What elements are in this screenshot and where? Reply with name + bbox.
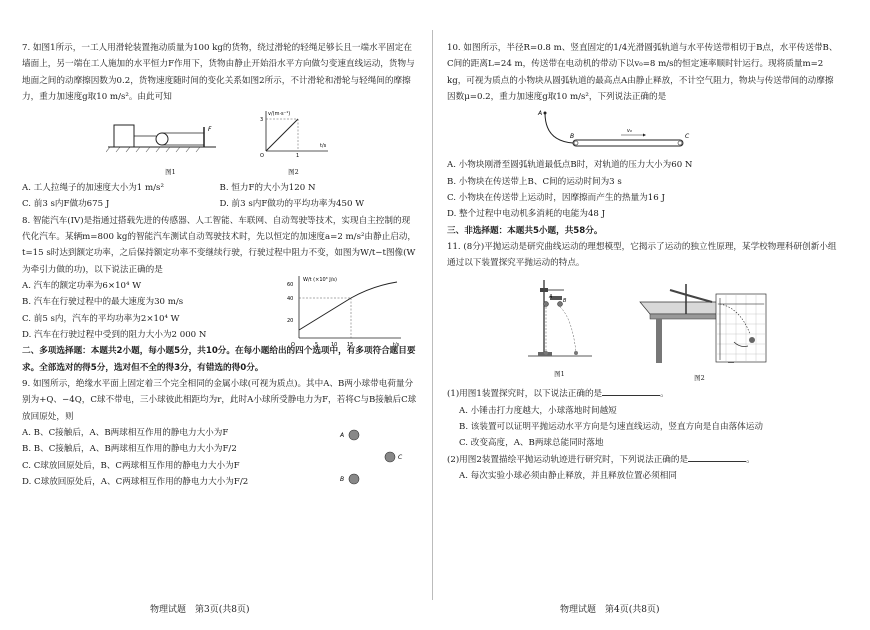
question-7-stem: 7. 如图1所示，一工人用滑轮装置拖动质量为100 kg的货物，绕过滑轮的轻绳足够长且一端水平固定在墙面上，另一端在工人施加的水平恒力F作用下，货物由静止开始沿水平方向做匀变速直线运动，货物与地面之间的动摩擦因数为0.2，货物速度随时间的变化关系如图2所示，不计滑轮和滑轮与轻绳间的摩擦力，重力加速度g取10 m/s²。由此可知 — [22, 43, 415, 102]
q11-fig1-tag-a: A — [548, 293, 552, 300]
q10-point-c-label: C — [685, 133, 690, 141]
q8-graph-origin: O — [291, 341, 295, 348]
q8-graph-ylabel: W/t (×10³ J/s) — [303, 276, 337, 283]
q11-figure-2-label: 图2 — [694, 373, 705, 382]
q8-graph-xtick-5: 5 — [315, 341, 319, 348]
q11-sub1-option-b: B. 该装置可以证明平抛运动水平方向是匀速直线运动，竖直方向是自由落体运动 — [459, 421, 763, 432]
q10-option-d: D. 整个过程中电动机多消耗的电能为48 J — [447, 209, 606, 220]
q7-graph-ylabel: v/(m·s⁻¹) — [267, 111, 290, 118]
q11-sub-2-answer-blank — [688, 461, 746, 462]
q8-graph-ytick-40: 40 — [287, 295, 294, 302]
q11-sub-2-text: (2)用图2装置描绘平抛运动轨迹进行研究时，下列说法正确的是 — [447, 454, 689, 465]
q8-graph-xtick-15: 15 — [347, 341, 354, 348]
section-3-heading: 三、非选择题：本题共5小题，共58分。 — [447, 225, 603, 236]
q10-point-b-label: B — [570, 133, 575, 141]
q7-option-c: C. 前3 s内F做功675 J — [22, 199, 110, 210]
q7-figure-2-label: 图2 — [288, 167, 299, 176]
q7-figure-1-label: 图1 — [165, 167, 176, 176]
q11-sub-1-end: 。 — [660, 389, 669, 400]
q9-option-d: D. C球放回原处后，A、C两球相互作用的静电力大小为F/2 — [22, 476, 249, 487]
q8-option-d: D. 汽车在行驶过程中受到的阻力大小为2 000 N — [22, 329, 207, 340]
q7-options-row-2 — [22, 196, 417, 212]
q10-option-b: B. 小物块在传送带上B、C间的运动时间为3 s — [447, 176, 622, 187]
q8-option-b: B. 汽车在行驶过程中的最大速度为30 m/s — [22, 297, 184, 308]
q11-figure-2 — [630, 274, 770, 385]
q9-figure — [332, 425, 412, 501]
right-column — [447, 40, 842, 484]
q9-option-c: C. C球放回原处后，B、C两球相互作用的静电力大小为F — [22, 460, 240, 471]
q8-graph — [277, 272, 407, 356]
q10-speed-label: v₀ — [627, 128, 632, 135]
left-column — [22, 40, 417, 490]
q9-options — [22, 425, 307, 490]
q7-option-b: B. 恒力F的大小为120 N — [219, 182, 316, 193]
q11-figure-1 — [520, 274, 600, 385]
q8-option-a: A. 汽车的额定功率为6×10⁴ W — [22, 280, 142, 291]
question-10-stem: 10. 如图所示，半径R=0.8 m、竖直固定的1/4光滑圆弧轨道与水平传送带相切于B点，水平传送带B、C间的距离L=24 m，传送带在电动机的带动下以v₀=8 m/s的恒定速率顺时针运行。现将质量m=2 kg，可视为质点的小物块从圆弧轨道的最高点A由静止释放，不计空气阻力，物块与传送带间的动摩擦因数μ=0.2，重力加速度g取10 m/s²，下列说法正确的是 — [447, 43, 838, 102]
q9-block — [22, 425, 417, 490]
q7-force-label: F — [207, 126, 211, 134]
question-7-figures — [22, 107, 417, 178]
page-footer-right: 物理试题 第4页(共8页) — [560, 605, 660, 615]
q10-figure — [447, 107, 842, 155]
q7-figure-1 — [106, 107, 236, 178]
q7-graph-origin: O — [259, 153, 264, 160]
question-11-stem: 11. (8分)平抛运动是研究曲线运动的理想模型，它揭示了运动的独立性原理，某学校物理科研创新小组通过以下装置探究平抛运动的特点。 — [447, 241, 837, 269]
q7-graph-xlabel: t/s — [319, 143, 326, 150]
q8-graph-xtick-10: 10 — [331, 341, 338, 348]
q11-sub-1-text: (1)用图1装置探究时，以下说法正确的是 — [447, 389, 603, 400]
q8-options — [22, 278, 252, 343]
q7-graph-ytick: 3 — [259, 117, 263, 124]
q9-ball-a-label: A — [340, 431, 345, 439]
q8-graph-ytick-60: 60 — [287, 281, 294, 288]
question-9-stem: 9. 如图所示，绝缘水平面上固定着三个完全相同的金属小球(可视为质点)。其中A、B两小球带电荷量分别为+Q、−4Q，C球不带电，三小球彼此相距均为r，此时A小球所受静电力为F，若将C与B接触后C球放回原处，则 — [22, 378, 417, 422]
q9-ball-b-label: B — [340, 475, 345, 483]
q7-options-row-1 — [22, 180, 417, 196]
q7-graph-xtick: 1 — [295, 153, 299, 160]
q10-point-a-label: A — [538, 110, 543, 118]
q8-graph-ytick-20: 20 — [287, 317, 294, 324]
q11-figures — [447, 274, 842, 385]
q7-option-a: A. 工人拉绳子的加速度大小为1 m/s² — [22, 182, 164, 193]
q11-figure-1-label: 图1 — [554, 369, 565, 378]
question-8-stem: 8. 智能汽车(IV)是指通过搭载先进的传感器、人工智能、车联网、自动驾驶等技术，实现自主控制的现代化汽车。某辆m=800 kg的智能汽车测试自动驾驶技术时，先以恒定的加速度a=2 m/s²由静止启动，t=15 s时达到额定功率，之后保持额定功率不变继续行驶，行驶过程中阻力不变，如图为W/t−t图像(W为牵引力做的功)，以下说法正确的是 — [22, 215, 416, 275]
q8-block — [22, 276, 417, 348]
page-footer-left: 物理试题 第3页(共8页) — [150, 605, 250, 615]
q10-option-a: A. 小物块刚滑至圆弧轨道最低点B时，对轨道的压力大小为60 N — [447, 160, 693, 171]
q11-sub-2-end: 。 — [746, 454, 755, 465]
q7-figure-2 — [254, 107, 334, 178]
q9-option-b: B. B、C接触后，A、B两球相互作用的静电力大小为F/2 — [22, 444, 237, 455]
column-divider — [432, 30, 433, 600]
q7-option-d: D. 前3 s内F做功的平均功率为450 W — [219, 199, 365, 210]
q8-graph-xlabel: t/s — [393, 341, 400, 348]
section-2-heading: 二、多项选择题：本题共2小题，每小题5分，共10分。在每小题给出的四个选项中，有多项符合题目要求。全部选对的得5分，选对但不全的得3分，有错选的得0分。 — [22, 346, 416, 373]
q9-option-a: A. B、C接触后，A、B两球相互作用的静电力大小为F — [22, 427, 229, 438]
q11-sub-1 — [447, 386, 842, 402]
q11-sub-2 — [447, 452, 842, 468]
q10-option-c: C. 小物块在传送带上运动时，因摩擦而产生的热量为16 J — [447, 192, 665, 203]
q11-sub2-option-a: A. 每次实验小球必须由静止释放，并且释放位置必须相同 — [459, 470, 677, 481]
q11-sub1-option-c: C. 改变高度，A、B两球总能同时落地 — [459, 438, 604, 449]
q9-ball-c-label: C — [398, 453, 403, 461]
q11-sub1-option-a: A. 小锤击打力度越大，小球落地时间越短 — [459, 405, 617, 416]
q11-sub-1-answer-blank — [602, 395, 660, 396]
q8-option-c: C. 前5 s内，汽车的平均功率为2×10⁴ W — [22, 313, 180, 324]
q11-fig1-tag-b: B — [562, 297, 566, 304]
